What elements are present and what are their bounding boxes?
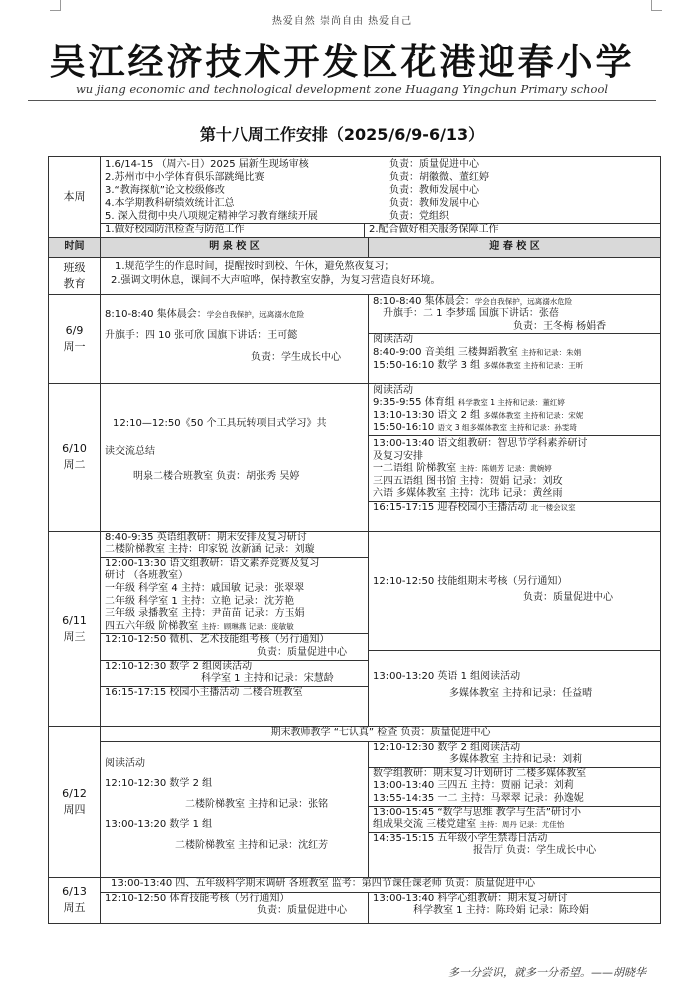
week-label: 本周	[49, 157, 101, 238]
inspection-banner: 期末教师教学 “七认真” 检查 负责：质量促进中心	[101, 726, 661, 741]
week-task: 2.苏州市中小学体育俱乐部跳绳比赛 负责：胡徽微、董红婷	[105, 172, 489, 183]
research-group: 13:55-14:35 一二 主持：马翠翠 记录：孙逸妮	[373, 792, 584, 804]
day-row-0613	[49, 877, 661, 892]
mingquan-reading-share: 12:10—12:50《50 个工具玩转项目式学习》共	[113, 417, 327, 429]
reading-activity-item: 12:10-12:30 数学 2 组阅读活动	[105, 660, 253, 672]
reading-activity-item: 12:10-12:30 数学 2 组阅读活动	[373, 741, 521, 753]
crop-mark-top-left	[50, 0, 61, 11]
research-group: 三四五语组 图书馆 主持：贺娟 记录：刘玫	[373, 475, 563, 487]
yingchun-owner: 负责：王冬梅 杨娟香	[513, 320, 607, 332]
day-label-0610: 6/10 周二	[49, 383, 101, 531]
header-divider	[28, 100, 656, 101]
school-motto: 热爱自然 崇尚自由 热爱自己	[271, 16, 413, 27]
yingchun-morning-assembly: 8:10-8:40 集体晨会：学会自我保护，远离溺水危险	[373, 295, 573, 307]
week-overview-row	[49, 157, 661, 238]
school-name-chinese: 吴江经济技术开发区花港迎春小学	[49, 41, 635, 83]
mingquan-owner: 明泉二楼合班教室 负责：胡张秀 吴婷	[133, 470, 300, 482]
math-thinking-seminar: 13:00-15:45 “数学与思维 教学与生活”研讨小	[373, 806, 581, 818]
day-label-0611: 6/11 周三	[49, 531, 101, 726]
math-research-title: 数学组教研：期末复习计划研讨 二楼多媒体教室	[373, 767, 587, 779]
week-task: 1.6/14-15 （周六-日）2025 届新生现场审核 负责：质量促进中心	[105, 159, 479, 170]
research-group: 六语 多媒体教室 主持：沈玮 记录：黄丝雨	[373, 488, 563, 500]
science-research: 13:00-13:40 科学心组教研：期末复习研讨	[373, 892, 568, 904]
week-task: 3.“教海探航”论文校级修改 负责：教师发展中心	[105, 185, 479, 196]
reading-activity-item: 12:10-12:30 数学 2 组	[105, 778, 213, 790]
class-education-line: 2.强调文明休息，课间不大声喧哗，保持教室安静，为复习营造良好环境。	[111, 275, 441, 287]
col-time: 时间	[49, 237, 101, 257]
week-task: 4.本学期教科研绩效统计汇总 负责：教师发展中心	[105, 198, 479, 209]
science-exam-banner: 13:00-13:40 四、五年级科学期末调研 各班教室 监考：第四节课任课老师 负责：质量促进中心	[101, 877, 661, 892]
week-notes: 1.做好校园防汛检查与防范工作 2.配合做好相关服务保障工作	[101, 224, 660, 237]
reading-activity-title: 阅读活动	[373, 384, 413, 396]
page-title: 第十八周工作安排（2025/6/9-6/13）	[199, 125, 485, 144]
research-group: 四五六年级 阶梯教室 主持：顾琳燕 记录：庞敏敏	[105, 620, 294, 632]
day-row-0610: 6/10 周二 12:10—12:50《50 个工具玩转项目式学习》共 读交流总结 明泉二楼合班教室 负责：胡张秀 吴婷 阅读活动 9:35-9:55 体育组 科学教室 1 主持和记录：董红婷 13:10-13:30 语文 2 组 多媒体教室 主持和记录：宋妮 15:50-16:10 语文 3 组多媒体教室 主持和记录：孙雯琦 13:00-13:40 语文组教研：智思节学科素养研讨 及复习安排 一二语组 阶梯教室 主持：陈娟芳 记录：黄婉婷 三四五语组 图书馆 主持：贺娟 记录：刘玫 六语 多媒体教室 主持：沈玮 记录：黄丝雨 16:15-17:15 迎春校园小主播活动 北一楼会议室	[49, 383, 661, 531]
crop-mark-top-right	[651, 0, 662, 11]
day-row-0612-detail: 阅读活动 12:10-12:30 数学 2 组 二楼阶梯教室 主持和记录：张铭 13:00-13:20 数学 1 组 二楼阶梯教室 主持和记录：沈红芳 12:10-12:30 数学 2 组阅读活动 多媒体教室 主持和记录：刘莉 数学组教研：期末复习计划研讨 二楼多媒体教室 13:00-13:40 三四五 主持：贾丽 记录：刘莉 13:55-14:35 一二 主持：马翠翠 记录：孙逸妮 13:00-15:45 “数学与思维 教学与生活”研讨小 组成果交流 三楼党建室 主持：周丹 记录：尤佳怡 14:35-15:15 五年级小学生禁毒日活动 报告厅 负责：学生成长中心	[49, 741, 661, 877]
anti-drug-activity: 14:35-15:15 五年级小学生禁毒日活动	[373, 832, 548, 844]
chinese-research-title: 13:00-13:40 语文组教研：智思节学科素养研讨	[373, 437, 588, 449]
day-label-0613: 6/13 周五	[49, 877, 101, 923]
day-row-0609	[49, 294, 661, 383]
mingquan-flag-raiser: 升旗手：四 10 张可欣 国旗下讲话：王可懿	[105, 330, 298, 342]
class-education-line: 1.规范学生的作息时间，提醒按时到校、午休，避免熬夜复习；	[115, 260, 395, 272]
class-education-label: 班级 教育	[49, 257, 101, 294]
reading-activity-item: 15:50-16:10 语文 3 组多媒体教室 主持和记录：孙雯琦	[373, 422, 577, 434]
col-mingquan-campus: 明 泉 校 区	[101, 237, 369, 257]
reading-activity-item: 15:50-16:10 数学 3 组 多媒体教室 主持和记录：王昕	[373, 359, 584, 371]
research-group: 13:00-13:40 三四五 主持：贾丽 记录：刘莉	[373, 780, 574, 792]
reading-activity-title: 阅读活动	[373, 334, 413, 346]
school-name-english: wu jiang economic and technological development zone Huagang Yingchun Primary school	[75, 82, 609, 96]
skills-assessment: 12:10-12:50 微机、艺术技能组考核（另行通知）	[105, 634, 330, 646]
reading-activity-item: 9:35-9:55 体育组 科学教室 1 主持和记录：董红婷	[373, 397, 565, 409]
reading-activity-item: 13:00-13:20 英语 1 组阅读活动	[373, 670, 521, 682]
column-header-row	[49, 237, 661, 257]
footer-quote: 多一分尝识，就多一分希望。——胡晓华	[448, 966, 646, 979]
pe-skills-assessment: 12:10-12:50 体育技能考核（另行通知）	[105, 892, 290, 904]
mingquan-morning-assembly: 8:10-8:40 集体晨会：学会自我保护，远离溺水危险	[105, 308, 305, 320]
mingquan-owner: 负责：学生成长中心	[251, 351, 341, 363]
research-group: 二年级 科学室 1 主持：立艳 记录：沈芳艳	[105, 595, 295, 607]
reading-activity-title: 阅读活动	[105, 757, 145, 769]
anchor-activity: 16:15-17:15 迎春校园小主播活动 北一楼会议室	[373, 501, 576, 513]
class-education-row	[49, 257, 661, 294]
reading-activity-item: 13:00-13:20 数学 1 组	[105, 819, 213, 831]
day-row-0611: 6/11 周三 8:40-9:35 英语组教研：期末安排及复习研讨 二楼阶梯教室 主持：印家锐 汝新涵 记录：刘璇 12:00-13:30 语文组教研：语文素养竞赛及复习 研讨 （各班教室） 一年级 科学室 4 主持：戚国敏 记录：张翠翠 二年级 科学室 1 主持：立艳 记录：沈芳艳 三年级 录播教室 主持：尹苗苗 记录：方玉娟 四五六年级 阶梯教室 主持：顾琳燕 记录：庞敏敏 12:10-12:50 微机、艺术技能组考核（另行通知） 负责：质量促进中心 12:10-12:30 数学 2 组阅读活动 科学室 1 主持和记录：宋慧龄 16:15-17:15 校园小主播活动 二楼合班教室 12:10-12:50 技能组期末考核（另行通知） 负责：质量促进中心 13:00-13:20 英语 1 组阅读活动 多媒体教室 主持和记录：任益晴	[49, 531, 661, 726]
research-group: 一年级 科学室 4 主持：戚国敏 记录：张翠翠	[105, 582, 305, 594]
week-task: 5. 深入贯彻中央八项规定精神学习教育继续开展 负责：党组织	[105, 211, 449, 222]
day-label-0612: 6/12 周四	[49, 726, 101, 877]
chinese-research: 12:00-13:30 语文组教研：语文素养竞赛及复习	[105, 557, 320, 569]
col-yingchun-campus: 迎 春 校 区	[369, 237, 661, 257]
day-label-0609: 6/9 周一	[49, 294, 101, 383]
english-research: 8:40-9:35 英语组教研：期末安排及复习研讨	[105, 531, 307, 543]
research-group: 一二语组 阶梯教室 主持：陈娟芳 记录：黄婉婷	[373, 463, 552, 475]
research-group: 三年级 录播教室 主持：尹苗苗 记录：方玉娟	[105, 608, 305, 620]
week-task-list	[105, 158, 656, 223]
weekly-schedule-table	[48, 156, 661, 924]
skills-final-assessment: 12:10-12:50 技能组期末考核（另行通知）	[373, 575, 568, 587]
day-row-0612	[49, 726, 661, 741]
yingchun-flag-raiser: 升旗手：二 1 李梦瑶 国旗下讲话：张蓓	[383, 308, 559, 320]
reading-activity-item: 8:40-9:00 音美组 三楼舞蹈教室 主持和记录：朱娟	[373, 346, 582, 358]
day-row-0613-detail: 12:10-12:50 体育技能考核（另行通知） 负责：质量促进中心 13:00-13:40 科学心组教研：期末复习研讨 科学教室 1 主持：陈玲娟 记录：陈玲娟	[49, 892, 661, 923]
reading-activity-item: 13:10-13:30 语文 2 组 多媒体教室 主持和记录：宋妮	[373, 409, 584, 421]
anchor-activity: 16:15-17:15 校园小主播活动 二楼合班教室	[105, 686, 303, 698]
